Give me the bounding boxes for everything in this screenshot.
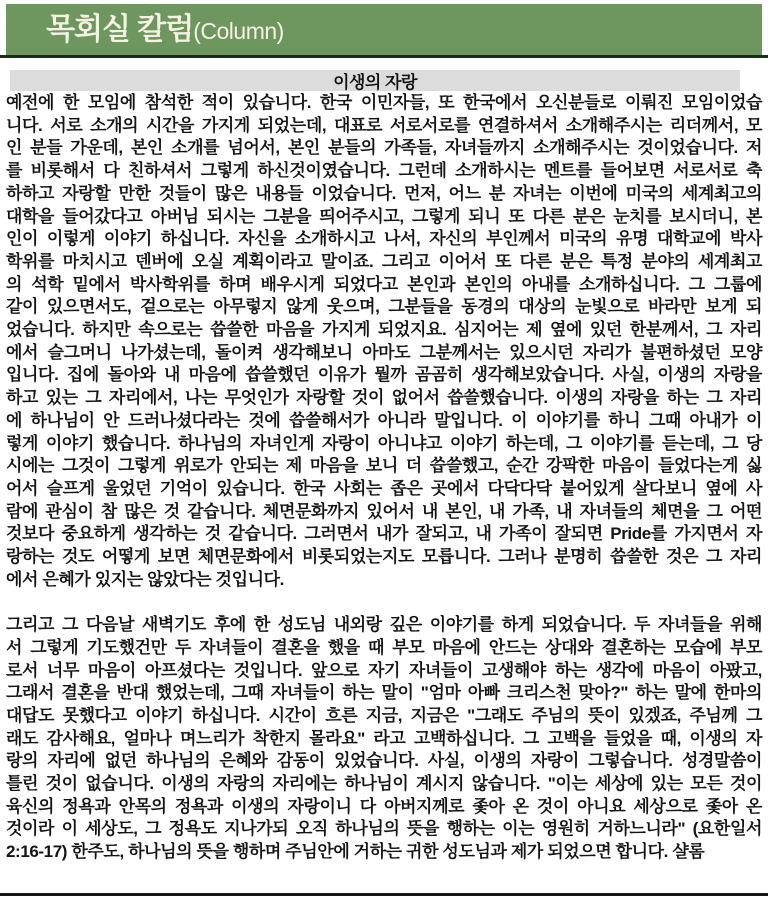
masthead-title-english: (Column) bbox=[193, 17, 284, 44]
masthead-title bbox=[46, 12, 284, 46]
text-line: 에 하나님이 안 드러나셨다라는 것에 씁쓸해서가 아니라 말입니다. 이 이야기를 하니 그때 아내가 이 bbox=[6, 410, 762, 430]
text-line: 같이 있으면서도, 겉으로는 아무렇지 않게 웃으며, 그분들을 동경의 대상의 눈빛으로 바라만 보게 되 bbox=[6, 297, 762, 317]
masthead-title-korean: 목회실 칼럼 bbox=[46, 12, 194, 46]
column-title-bar bbox=[10, 70, 740, 91]
text-line: 랑하는 것도 어떻게 보면 체면문화에서 비롯되었는지도 모릅니다. 그러나 분명히 씁쓸한 것은 그 자리 bbox=[6, 547, 762, 567]
text-line: 하하고 자랑할 만한 것들이 많은 내용들 이었습니다. 먼저, 어느 분 자녀는 이번에 미국의 세계최고의 bbox=[6, 183, 762, 203]
text-line: 랑의 자리에 없던 하나님의 은혜와 감동이 있었습니다. 사실, 이생의 자랑이 그렇습니다. 성경말씀이 bbox=[6, 751, 762, 771]
banner-divider-rule bbox=[0, 55, 768, 58]
text-line: 대학을 들어갔다고 아버님 되시는 그분을 띄어주시고, 그렇게 되니 또 다른 분은 눈치를 보시더니, 본 bbox=[6, 206, 762, 226]
text-line: 래도 감사해요, 얼마나 며느리가 착한지 몰라요" 라고 고백하십니다. 그 고백을 들었을 때, 이생의 자 bbox=[6, 728, 762, 748]
text-line: 에서 은혜가 있지는 않았다는 것입니다. bbox=[6, 569, 284, 589]
text-line: 틀린 것이 없습니다. 이생의 자랑의 자리에는 하나님이 계시지 않습니다. "이는 세상에 있는 모든 것이 bbox=[6, 774, 762, 794]
text-line: 니다. 서로 소개의 시간을 가지게 되었는데, 대표로 서로서로를 연결하셔서 소개해주시는 리더께서, 모 bbox=[6, 115, 762, 135]
text-line: 대답도 못했다고 이야기 하십니다. 시간이 흐른 지금, 지금은 "그래도 주님의 뜻이 있겠죠, 주님께 그 bbox=[6, 705, 762, 725]
masthead-banner bbox=[6, 4, 762, 55]
text-line: 예전에 한 모임에 참석한 적이 있습니다. 한국 이민자들, 또 한국에서 오신분들로 이뤄진 모임이었습 bbox=[6, 93, 762, 112]
text-line: 학위를 마치시고 덴버에 오실 계획이라고 말이죠. 그리고 이어서 또 다른 분은 특정 분야의 세계최고 bbox=[6, 251, 762, 271]
text-line: 하고 있는 그 자리에서, 나는 무엇인가 자랑할 것이 없어서 씁쓸했습니다. 이생의 자랑을 하는 그 자리 bbox=[6, 388, 762, 408]
text-line: 서 그렇게 기도했건만 두 자녀들이 결혼을 했을 때 부모 마음에 안드는 상대와 결혼하는 모습에 부모 bbox=[6, 637, 762, 657]
text-line: 렇게 이야기 했습니다. 하나님의 자녀인게 자랑이 아니냐고 이야기 하는데, 그 이야기를 듣는데, 그 당 bbox=[6, 433, 762, 453]
text-line: 에서 슬그머니 나가셨는데, 돌이켜 생각해보니 아마도 그분께서는 있으시던 자리가 불편하셨던 모양 bbox=[6, 342, 762, 362]
text-line: 었습니다. 하지만 속으로는 씁쓸한 마음을 가지게 되었지요. 심지어는 제 옆에 있던 한분께서, 그 자리 bbox=[6, 320, 762, 340]
text-line: 그리고 그 다음날 새벽기도 후에 한 성도님 내외랑 깊은 이야기를 하게 되었습니다. 두 자녀들을 위해 bbox=[6, 615, 762, 635]
column-title: 이생의 자랑 bbox=[333, 73, 417, 92]
text-line: 입니다. 집에 돌아와 내 마음에 씁쓸했던 이유가 뭘까 곰곰히 생각해보았습니다. 사실, 이생의 자랑을 bbox=[6, 365, 762, 385]
text-line: 것이라 이 세상도, 그 정욕도 지나가되 오직 하나님의 뜻을 행하는 이는 영원히 거하느니라" (요한일서 bbox=[6, 819, 762, 839]
text-line: 를 비롯해서 다 친하셔서 그렇게 하신것이였습니다. 그런데 소개하시는 멘트를 들어보면 서로서로 축 bbox=[6, 161, 762, 181]
paragraph-gap bbox=[6, 591, 762, 614]
paragraph bbox=[6, 92, 762, 591]
text-line: 그래서 결혼을 반대 했었는데, 그때 자녀들이 하는 말이 "엄마 아빠 크리스천 맞아?" 하는 말에 한마의 bbox=[6, 683, 762, 703]
article-body bbox=[6, 92, 762, 864]
text-line: 어서 슬프게 울었던 기억이 있습니다. 한국 사회는 좁은 곳에서 다닥다닥 붙어있게 살다보니 옆에 사 bbox=[6, 478, 762, 498]
text-line: 로서 너무 마음이 아프셨다는 것입니다. 앞으로 자기 자녀들이 고생해야 하는 생각에 마음이 아팠고, bbox=[6, 660, 762, 680]
text-line: 인이 이렇게 이야기 하십니다. 자신을 소개하시고 나서, 자신의 부인께서 미국의 유명 대학교에 박사 bbox=[6, 229, 762, 249]
text-line: 2:16-17) 한주도, 하나님의 뜻을 행하며 주님안에 거하는 귀한 성도님과 제가 되었으면 합니다. 샬롬 bbox=[6, 842, 705, 862]
text-line: 시에는 그것이 그렇게 위로가 안되는 제 마음을 보니 더 씁쓸했고, 순간 강팍한 마음이 들었다는게 싫 bbox=[6, 456, 762, 476]
paragraph bbox=[6, 614, 762, 864]
text-line: 람에 관심이 참 많은 것 같습니다. 체면문화까지 있어서 내 본인, 내 가족, 내 자녀들의 체면을 그 어떤 bbox=[6, 501, 762, 521]
text-line: 인 분들 가운데, 본인 소개를 넘어서, 본인 분들의 가족들, 자녀들까지 소개해주시는 것이었습니다. 저 bbox=[6, 138, 762, 158]
text-line: 것보다 중요하게 생각하는 것 같습니다. 그러면서 내가 잘되고, 내 가족이 잘되면 Pride를 가지면서 자 bbox=[6, 524, 762, 544]
bottom-page-rule bbox=[0, 893, 768, 896]
text-line: 육신의 정욕과 안목의 정욕과 이생의 자랑이니 다 아버지께로 좇아 온 것이 아니요 세상으로 좇아 온 bbox=[6, 796, 762, 816]
text-line: 의 석학 밑에서 박사학위를 하며 배우시게 되었다고 본인과 본인의 아내를 소개하십니다. 그 그룹에 bbox=[6, 274, 762, 294]
